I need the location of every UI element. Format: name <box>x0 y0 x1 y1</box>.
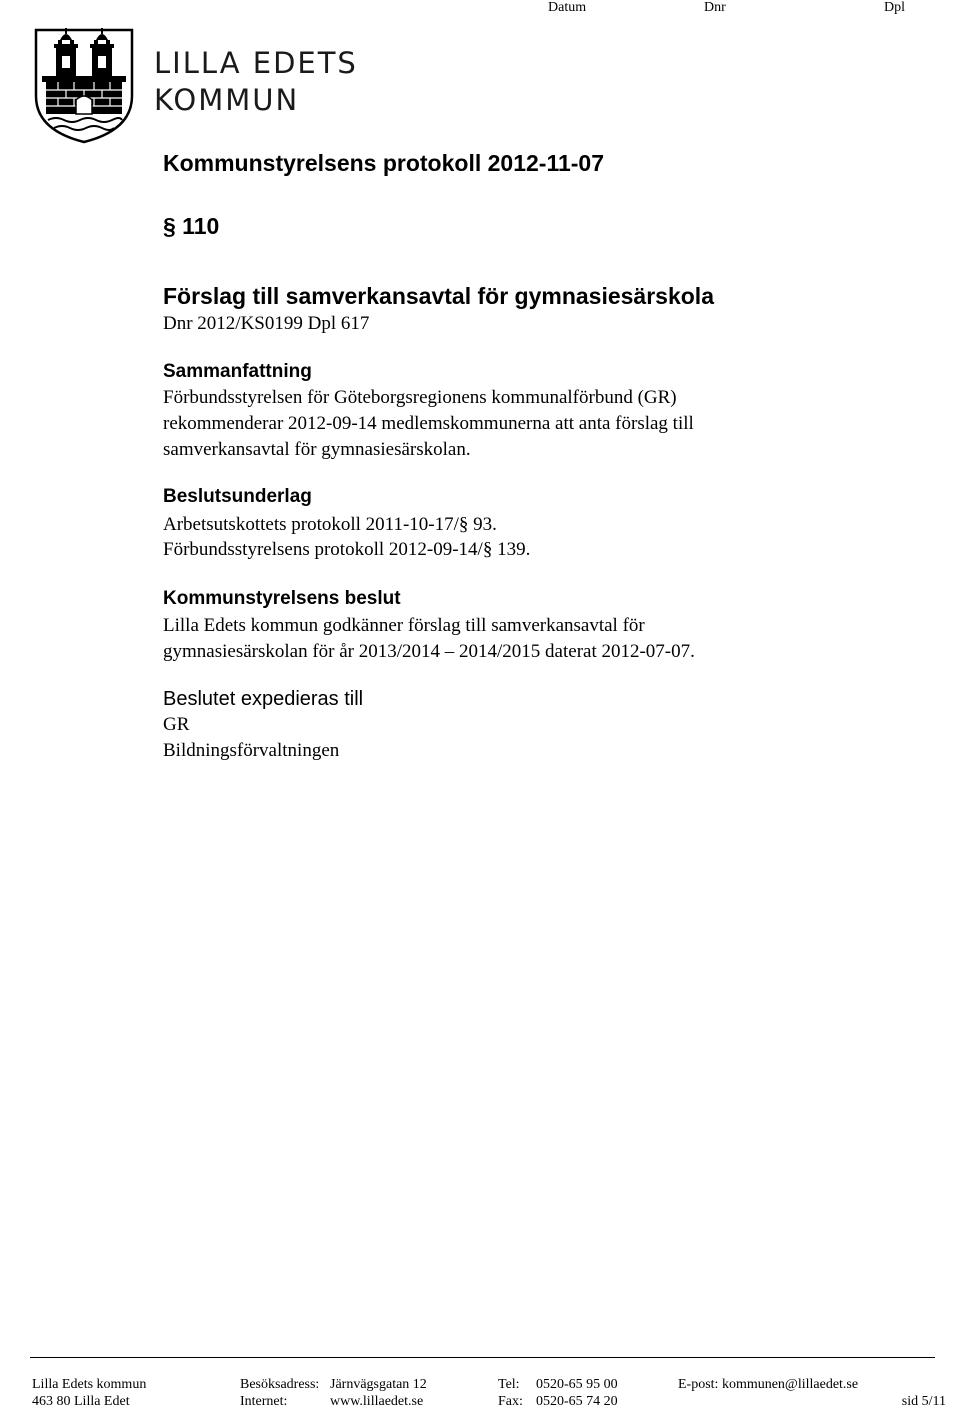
decision-line: gymnasiesärskolan för år 2013/2014 – 2014/2015 daterat 2012-07-07. <box>163 641 695 662</box>
page-footer <box>0 1372 960 1407</box>
footer-fax-value: 0520-65 74 20 <box>536 1394 618 1409</box>
datum-label: Datum <box>548 0 587 15</box>
coat-of-arms-icon <box>34 26 358 144</box>
logo-line2: KOMMUN <box>154 83 300 117</box>
matter-title: Förslag till samverkansavtal för gymnasiesärskola <box>163 283 714 309</box>
basis-heading: Beslutsunderlag <box>163 486 312 507</box>
distribution-item: GR <box>163 714 190 735</box>
footer-tel-value: 0520-65 95 00 <box>536 1377 618 1392</box>
summary-line: rekommenderar 2012-09-14 medlemskommunerna att anta förslag till <box>163 413 694 434</box>
footer-fax-label: Fax: <box>498 1394 523 1409</box>
decision-heading: Kommunstyrelsens beslut <box>163 588 401 609</box>
reference-line: Dnr 2012/KS0199 Dpl 617 <box>163 313 370 334</box>
footer-divider <box>30 1357 935 1358</box>
decision-line: Lilla Edets kommun godkänner förslag till samverkansavtal för <box>163 615 645 636</box>
header-meta <box>0 0 960 20</box>
document-title: Kommunstyrelsens protokoll 2012-11-07 <box>163 150 604 176</box>
footer-org-name: Lilla Edets kommun <box>32 1377 147 1392</box>
footer-tel-label: Tel: <box>498 1377 520 1392</box>
paragraph-number: § 110 <box>163 213 220 239</box>
footer-visit-value: Järnvägsgatan 12 <box>330 1377 427 1392</box>
basis-line: Arbetsutskottets protokoll 2011-10-17/§ 93. <box>163 514 497 535</box>
footer-internet-label: Internet: <box>240 1394 288 1409</box>
basis-line: Förbundsstyrelsens protokoll 2012-09-14/§ 139. <box>163 539 531 560</box>
dpl-label: Dpl <box>884 0 905 15</box>
footer-visit-label: Besöksadress: <box>240 1377 320 1392</box>
summary-line: Förbundsstyrelsen för Göteborgsregionens kommunalförbund (GR) <box>163 387 677 408</box>
summary-line: samverkansavtal för gymnasiesärskolan. <box>163 439 471 460</box>
distribution-heading: Beslutet expedieras till <box>163 688 364 710</box>
footer-email-link[interactable]: E-post: kommunen@lillaedet.se <box>678 1377 859 1392</box>
footer-internet-link[interactable]: www.lillaedet.se <box>330 1394 424 1409</box>
distribution-item: Bildningsförvaltningen <box>163 740 340 761</box>
dnr-label: Dnr <box>704 0 726 15</box>
municipality-logo <box>34 26 358 144</box>
footer-postal: 463 80 Lilla Edet <box>32 1394 130 1409</box>
logo-line1: LILLA EDETS <box>154 46 358 80</box>
page-number: sid 5/11 <box>901 1394 946 1409</box>
summary-heading: Sammanfattning <box>163 361 312 382</box>
